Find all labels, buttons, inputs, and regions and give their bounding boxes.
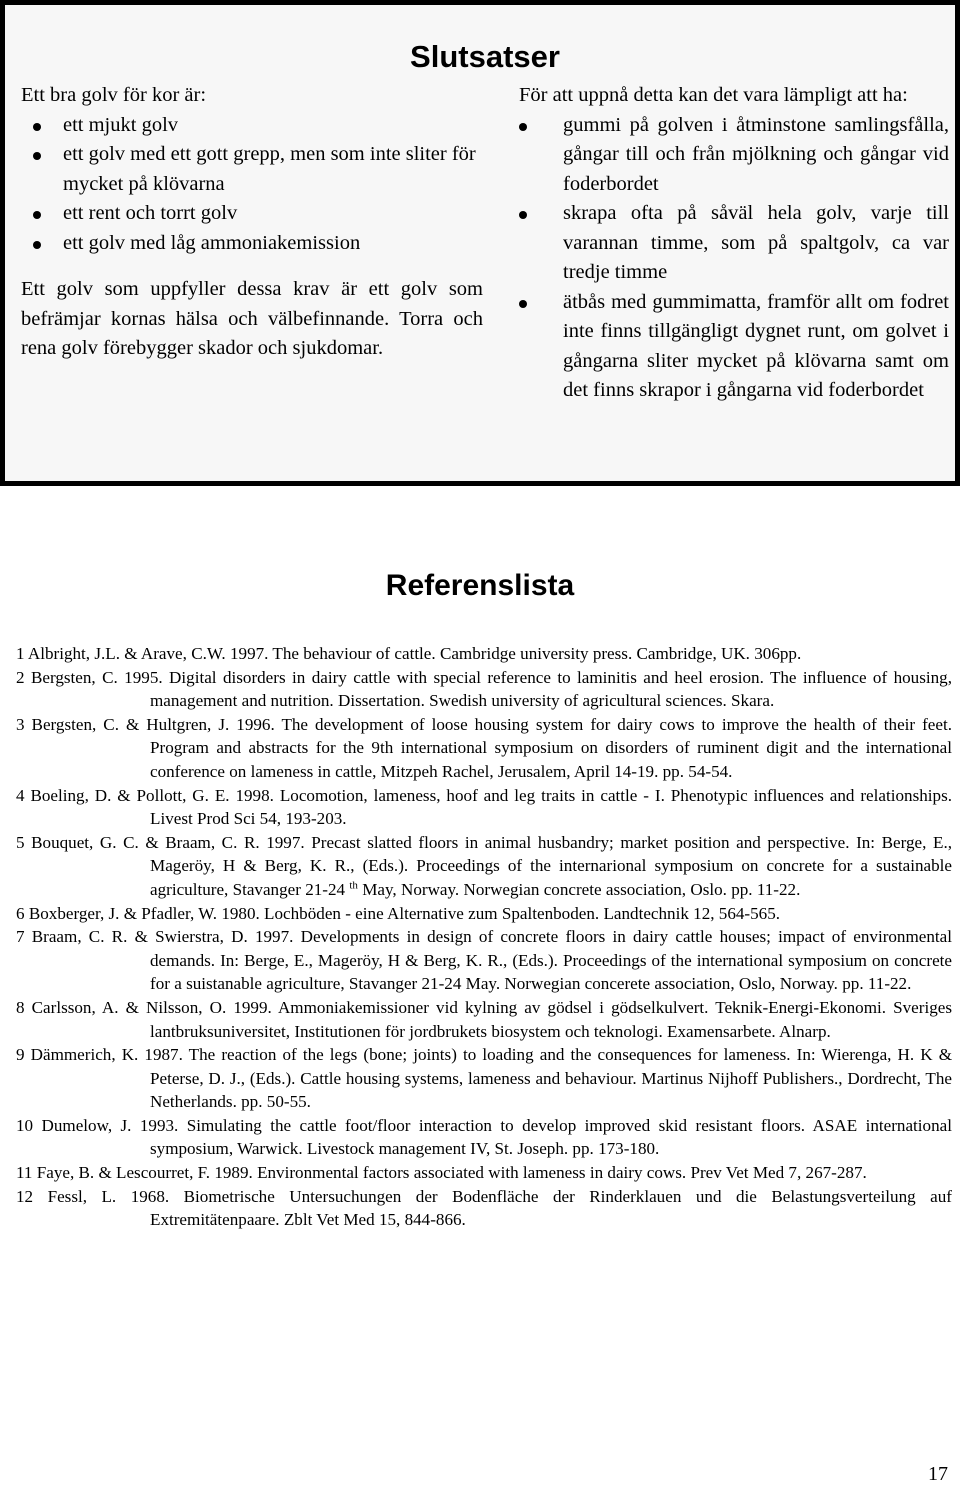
page-number: 17	[928, 1463, 948, 1485]
right-bullet-list	[519, 111, 949, 406]
bullet-icon	[33, 152, 41, 160]
reference-item: 9 Dämmerich, K. 1987. The reaction of the legs (bone; joints) to loading and the consequences for lameness. In: Wierenga, H. K & Peterse, D. J., (Eds.). Cattle housing systems, lameness and behaviour. Martinus Nijhoff Publishers., Dordrecht, The Netherlands. pp. 50-55.	[16, 1045, 952, 1112]
bullet-icon	[519, 300, 527, 308]
superscript: th	[349, 879, 358, 892]
reference-item: 12 Fessl, L. 1968. Biometrische Untersuchungen der Bodenfläche der Rinderklauen und die Belastungsverteilung auf Extremitätenpaare. Zblt Vet Med 15, 844-866.	[16, 1186, 952, 1230]
conclusions-title: Slutsatser	[410, 39, 560, 74]
reference-item: 5 Bouquet, G. C. & Braam, C. R. 1997. Precast slatted floors in animal husbandry; market position and perspective. In: Berge, E., Mageröy, H & Berg, K. R., (Eds.). Proceedings of the internarional symposium on concrete for a sustainable agriculture, Stavanger 21-24 $^{th}$ May, Norway. Norwegian concrete association, Oslo. pp. 11-22.	[16, 832, 952, 899]
reference-item: 8 Carlsson, A. & Nilsson, O. 1999. Ammoniakemissioner vid kylning av gödsel i gödselkulvert. Teknik-Energi-Ekonomi. Sveriges lantbruksuniversitet, Institutionen för jordbrukets biosystem och teknologi. Examensarbete. Alnarp.	[16, 997, 952, 1041]
reference-item: 6 Boxberger, J. & Pfadler, W. 1980. Lochböden - eine Alternative zum Spaltenboden. Landtechnik 12, 564-565.	[16, 903, 781, 923]
references-title: Referenslista	[385, 569, 575, 602]
left-intro: Ett bra golv för kor är:	[21, 84, 207, 106]
conclusions-box	[0, 0, 960, 486]
conclusions-left-column	[21, 81, 483, 364]
bullet-icon	[33, 241, 41, 249]
bullet-icon	[33, 211, 41, 219]
reference-item: 3 Bergsten, C. & Hultgren, J. 1996. The development of loose housing system for dairy cows to improve the health of their feet. Program and abstracts for the 9th international symposium on disorders of ruminent digit and the international conference on lameness in cattle, Mitzpeh Rachel, Jerusalem, April 14-19. pp. 54-54.	[16, 714, 952, 781]
bullet-icon	[33, 123, 41, 131]
reference-item: 11 Faye, B. & Lescourret, F. 1989. Environmental factors associated with lameness in dairy cows. Prev Vet Med 7, 267-287.	[16, 1163, 867, 1183]
bullet-icon	[519, 123, 527, 131]
bullet-icon	[519, 211, 527, 219]
right-intro: För att uppnå detta kan det vara lämpligt att ha:	[519, 84, 908, 106]
reference-item: 1 Albright, J.L. & Arave, C.W. 1997. The behaviour of cattle. Cambridge university press. Cambridge, UK. 306pp.	[16, 644, 802, 663]
reference-item: 4 Boeling, D. & Pollott, G. E. 1998. Locomotion, lameness, hoof and leg traits in cattle - I. Phenotypic influences and relationships. Livest Prod Sci 54, 193-203.	[16, 785, 952, 829]
list-item: ett rent och torrt golv	[21, 199, 483, 229]
left-bullet-list	[21, 111, 483, 259]
reference-list	[16, 642, 952, 1232]
list-item: skrapa ofta på såväl hela golv, varje till varannan timme, som på spaltgolv, ca var tredje timme	[519, 199, 949, 288]
list-item: ett golv med ett gott grepp, men som inte sliter för mycket på klövarna	[21, 140, 483, 199]
reference-item: 10 Dumelow, J. 1993. Simulating the cattle foot/floor interaction to develop improved skid resistant floors. ASAE international symposium, Warwick. Livestock management IV, St. Joseph. pp. 173-180.	[16, 1115, 952, 1159]
left-paragraph: Ett golv som uppfyller dessa krav är ett golv som befrämjar kornas hälsa och välbefinnande. Torra och rena golv förebygger skador och sjukdomar.	[21, 278, 483, 359]
reference-item: 2 Bergsten, C. 1995. Digital disorders in dairy cattle with special reference to laminitis and heel erosion. The influence of housing, management and nutrition. Dissertation. Swedish university of agricultural sciences. Skara.	[16, 667, 952, 711]
list-item: ett mjukt golv	[21, 111, 483, 141]
list-item: gummi på golven i åtminstone samlingsfålla, gångar till och från mjölkning och gångar vid foderbordet	[519, 111, 949, 200]
conclusions-right-column	[519, 81, 949, 406]
list-item: ätbås med gummimatta, framför allt om fodret inte finns tillgängligt dygnet runt, om golvet i gångarna sliter mycket på klövarna samt om det finns skrapor i gångarna vid foderbordet	[519, 288, 949, 406]
reference-item: 7 Braam, C. R. & Swierstra, D. 1997. Developments in design of concrete floors in dairy cattle houses; impact of environmental demands. In: Berge, E., Mageröy, H & Berg, K. R., (Eds.). Proceedings of the international symposium on concrete for a suistanable agriculture, Stavanger 21-24 May. Norwegian concerete association, Oslo, Norway. pp. 11-22.	[16, 927, 952, 994]
list-item: ett golv med låg ammoniakemission	[21, 229, 483, 259]
